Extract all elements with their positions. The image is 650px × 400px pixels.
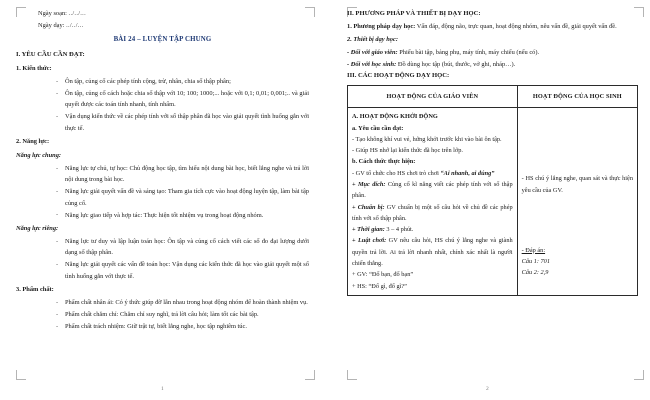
game-item-chuan-bi [352,202,513,225]
page-title: BÀI 24 – LUYỆN TẬP CHUNG [113,36,212,43]
heading-nang-luc-rieng: Năng lực riêng: [16,225,59,233]
cell-teacher-activities [348,108,518,296]
text-chuan-bi: GV chuẩn bị một số câu hỏi về chủ đề các phép tính với số thập phân. [352,203,513,222]
bullet-nlc-1: - Năng lực tự chủ, tự học: Chủ động học tập, tìm hiểu nội dung bài học, biết lắng nghe và trả lời nội dung trong bài học. [56,163,309,186]
paragraph-doi-voi-hoc-sinh [347,59,638,70]
student-line-1: - HS chú ý lắng nghe, quan sát và thực hiện yêu cầu của GV. [521,175,633,194]
bullet-pham-chat-1: - Phẩm chất nhân ái: Có ý thức giúp đỡ lẫn nhau trong hoạt động nhóm để hoàn thành nhiệm vụ. [56,297,309,308]
dateline-soan-value: ../../... [68,10,86,17]
heading-cach-thuc-thuc-hien: b. Cách thức thực hiện: [352,158,416,166]
heading-yeu-cau-can-dat-cell: a. Yêu cầu cần đạt: [352,124,404,132]
dateline-soan-label: Ngày soạn: [38,10,67,17]
cell-student-activities [517,108,637,296]
page-number-left: 1 [161,386,164,392]
heading-nang-luc-chung: Năng lực chung: [16,152,62,160]
heading-thiet-bi: 2. Thiết bị dạy học: [347,36,398,44]
text-luat-choi: GV nêu câu hỏi, HS chú ý lắng nghe và giành quyền trả lời. Ai trả lời nhanh nhất, chính xác nhất là người chiến thắng. [352,237,513,268]
text-phuong-phap: Vấn đáp, động não, trực quan, hoạt động nhóm, nêu vấn đề, giải quyết vấn đề. [415,23,617,30]
text-doi-voi-hoc-sinh: Đồ dùng học tập (bút, thước, vở ghi, nháp…). [396,60,516,68]
activity-heading-khoi-dong: A. HOẠT ĐỘNG KHỞI ĐỘNG [352,113,438,121]
page-right-content [347,8,638,374]
game-intro [352,168,513,179]
game-item-thoi-gian [352,224,513,235]
page-right [325,0,650,400]
game-intro-prefix: - GV tổ chức cho HS chơi trò chơi [352,169,441,177]
label-doi-voi-hoc-sinh: - Đối với học sinh: [347,60,397,68]
bullet-kien-thuc-1: - Ôn tập, củng cố các phép tính cộng, trừ, nhân, chia số thập phân; [56,76,309,87]
table-header-row [348,86,638,108]
table-row [348,108,638,296]
paragraph-doi-voi-giao-vien [347,47,638,58]
page-left-content [16,8,309,374]
paragraph-phuong-phap [347,21,638,32]
dateline-day [38,20,309,32]
answer-line-2: Câu 2: 2,9 [521,269,549,277]
req-line-1: - Tạo không khí vui vẻ, hứng khởi trước khi vào bài ôn tập. [352,135,502,143]
req-line-2: - Giúp HS nhớ lại kiến thức đã học trên lớp. [352,147,463,155]
bullet-kien-thuc-3: - Vận dụng kiến thức về các phép tính với số thập phân đã học vào giải quyết tình huống gắn với thực tế. [56,111,309,134]
bullet-pham-chat-3: - Phẩm chất trách nhiệm: Giữ trật tự, biết lắng nghe, học tập nghiêm túc. [56,321,309,332]
heading-kien-thuc: 1. Kiến thức: [16,65,52,72]
bullet-pham-chat-2: - Phẩm chất chăm chỉ: Chăm chỉ suy nghĩ, trả lời câu hỏi; làm tốt các bài tập. [56,309,309,320]
heading-pham-chat: 3. Phẩm chất: [16,286,54,294]
activities-table [347,85,638,296]
label-doi-voi-giao-vien: - Đối với giáo viên: [347,49,398,57]
label-phuong-phap: 1. Phương pháp dạy học: [347,23,416,30]
bullet-nlc-3: - Năng lực giao tiếp và hợp tác: Thực hiện tốt nhiệm vụ trong hoạt động nhóm. [56,210,309,221]
student-cell-spacer-2 [522,196,633,245]
dialogue-gv: + GV: “Đố bạn, đố bạn” [352,271,414,279]
text-doi-voi-giao-vien: Phiếu bài tập, bảng phụ, máy tính, máy chiếu (nếu có). [397,49,540,57]
heading-yeu-cau-can-dat: I. YÊU CẦU CẦN ĐẠT: [16,51,85,58]
text-thoi-gian: 3 – 4 phút. [384,226,414,234]
dialogue-hs: + HS: “Đố gì, đố gì?” [352,282,407,290]
page-number-right: 2 [486,386,489,392]
answer-line-1: Câu 1: 701 [521,258,550,266]
game-item-luat-choi [352,235,513,269]
text-muc-dich: Củng cố kĩ năng viết các phép tính với số thập phân. [352,181,513,200]
heading-nang-luc: 2. Năng lực: [16,138,50,146]
dateline-day-value: ../../... [66,21,84,29]
dateline-day-label: Ngày dạy: [38,21,65,29]
heading-phuong-phap-thiet-bi: II. PHƯƠNG PHÁP VÀ THIẾT BỊ DẠY HỌC: [347,10,481,17]
label-thoi-gian: + Thời gian: [352,226,385,234]
game-name: “Ai nhanh, ai đúng” [440,169,495,177]
bullet-nlc-2: - Năng lực giải quyết vấn đề và sáng tạo: Tham gia tích cực vào hoạt động luyện tập, làm bài tập củng cố. [56,186,309,209]
answer-title: - Đáp án: [521,246,546,254]
table-header-student: HOẠT ĐỘNG CỦA HỌC SINH [517,86,637,108]
label-chuan-bi: + Chuẩn bị: [352,203,385,211]
bullet-nlr-1: - Năng lực tư duy và lập luận toán học: Ôn tập và củng cố cách viết các số đo đại lượng dưới dạng số thập phân. [56,236,309,259]
dateline-soan [38,8,309,20]
heading-cac-hoat-dong-day-hoc: III. CÁC HOẠT ĐỘNG DẠY HỌC: [347,72,450,80]
label-muc-dich: + Mục đích: [352,181,386,188]
bullet-nlr-2: - Năng lực giải quyết các vấn đề toán học: Vận dụng các kiến thức đã học vào giải quyết một số tình huống gắn với thực tế. [56,259,309,282]
table-header-teacher: HOẠT ĐỘNG CỦA GIÁO VIÊN [348,86,518,108]
label-luat-choi: + Luật chơi: [352,237,387,245]
student-cell-spacer [522,111,633,173]
game-item-muc-dich [352,179,513,202]
bullet-kien-thuc-2: - Ôn tập, củng cố cách hoặc chia số thập với 10; 100; 1000;... hoặc với 0,1; 0,01; 0,001;.. và giải quyết được các toán tính nhanh, tính nhẩm. [56,88,309,111]
